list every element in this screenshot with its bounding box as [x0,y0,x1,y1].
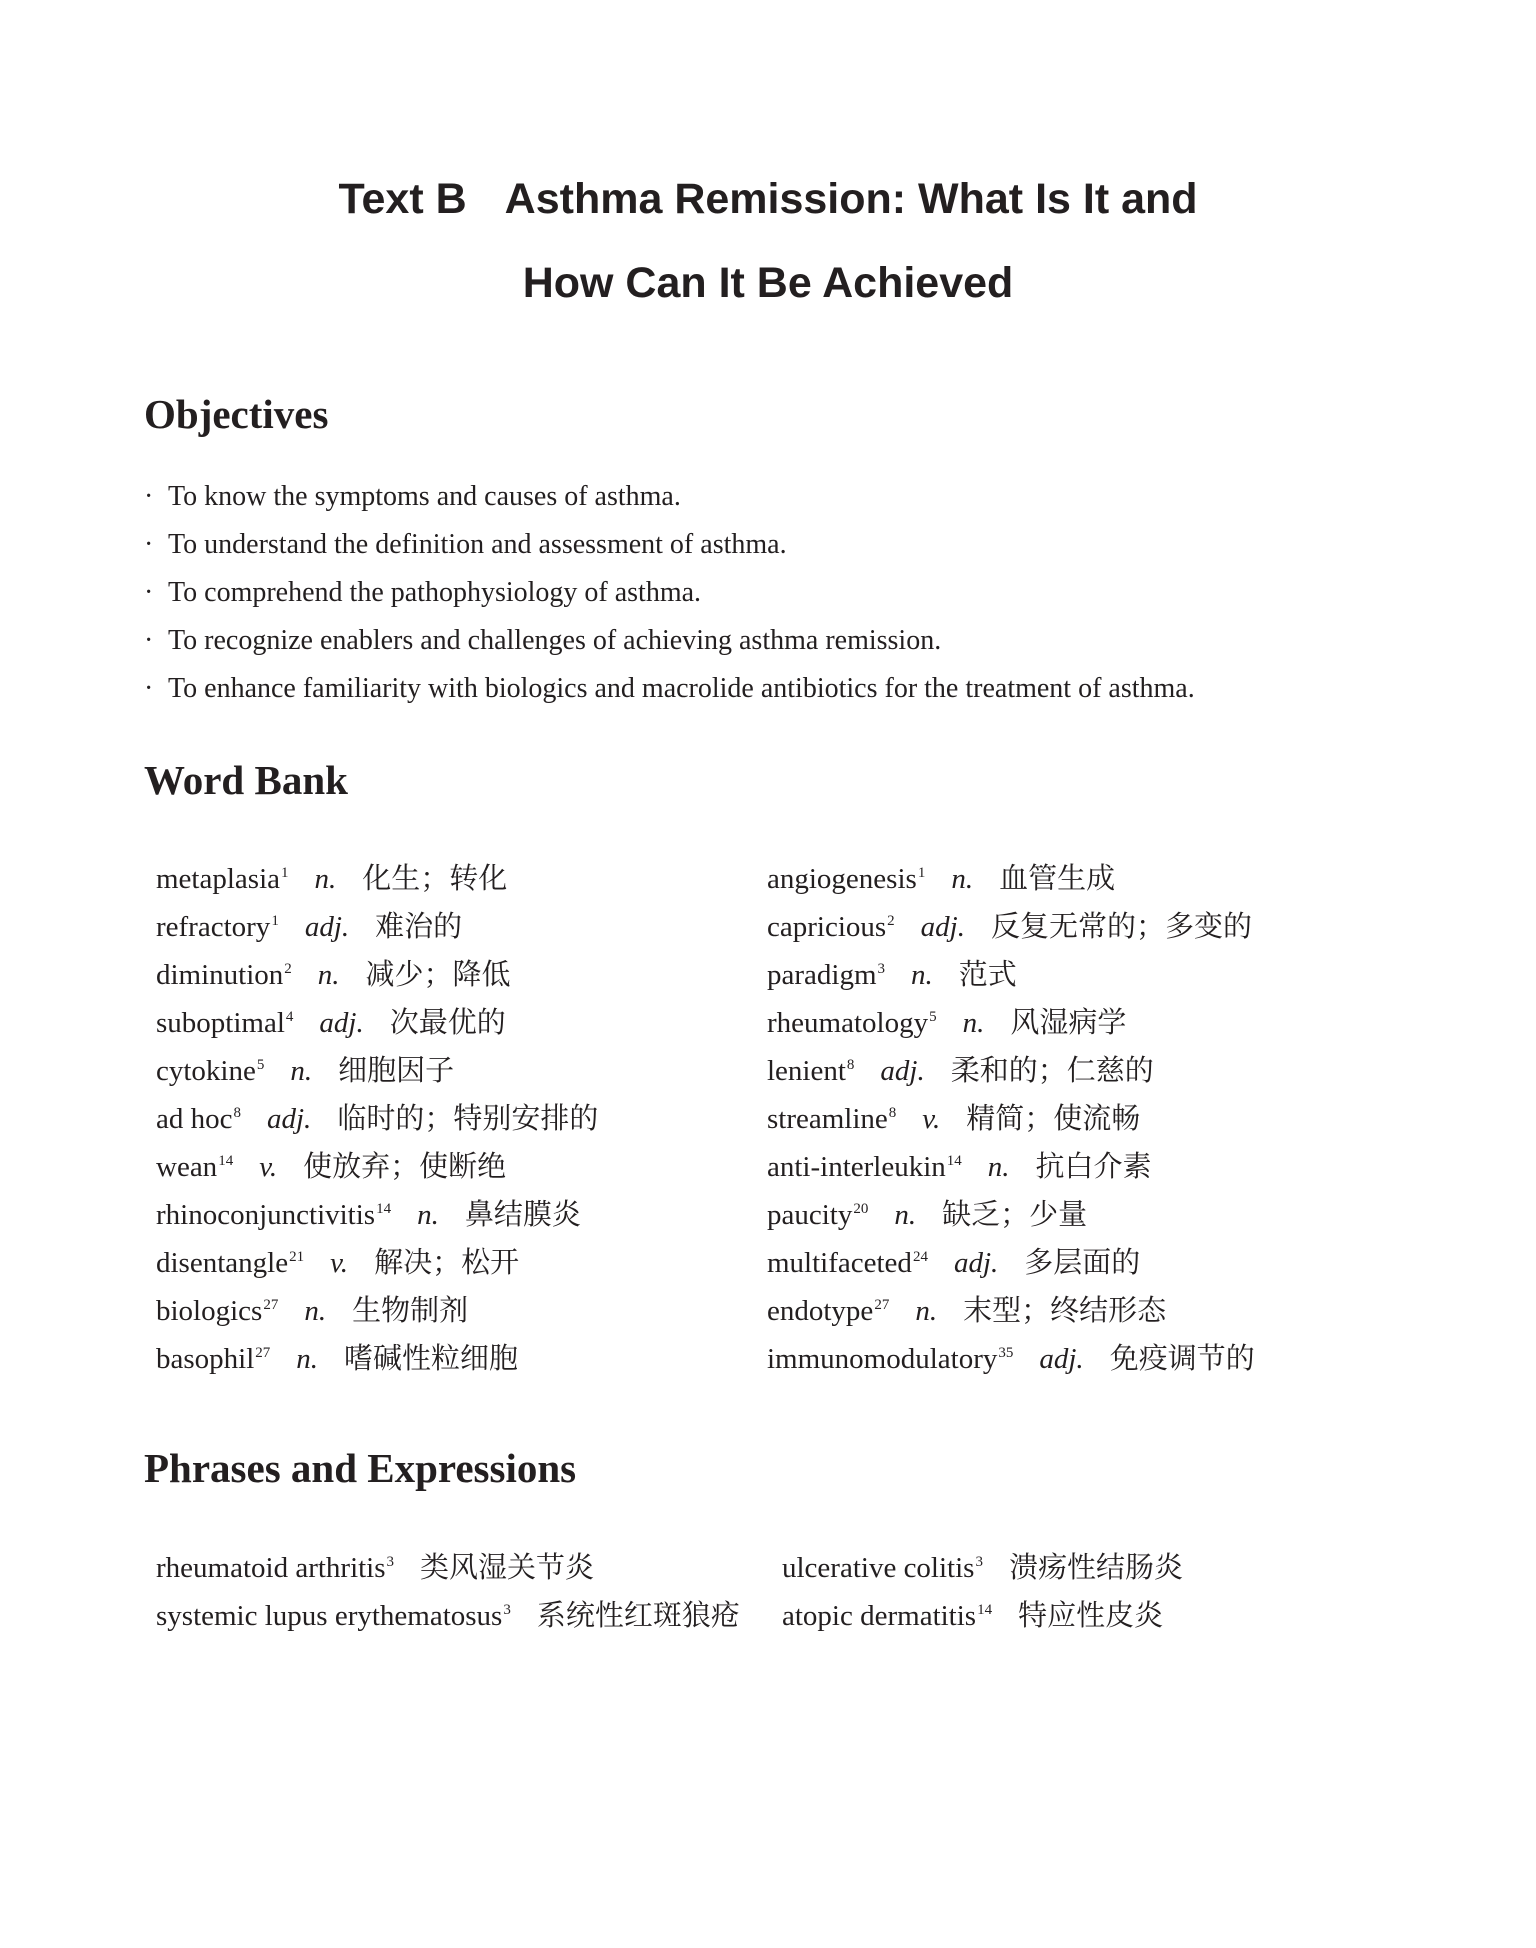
title-line-1 [0,157,1536,241]
word-term: angiogenesis [767,863,917,895]
word-term: metaplasia [156,863,281,895]
reference-number: 3 [975,1554,983,1570]
word-meaning: 缺乏；少量 [942,1199,1088,1231]
part-of-speech: adj. [953,1247,999,1279]
part-of-speech: v. [922,1103,941,1135]
objective-text: To understand the definition and assessment of asthma. [168,529,787,560]
phrase-meaning: 系统性红斑狼疮 [536,1600,740,1632]
word-entry [767,903,1255,951]
word-entry [767,1095,1255,1143]
bullet-icon: · [144,481,154,512]
bullet-icon: · [144,625,154,656]
word-meaning: 多层面的 [1024,1247,1141,1279]
word-entry [156,1191,598,1239]
word-entry [156,1239,598,1287]
bullet-icon: · [144,529,154,560]
part-of-speech: n. [317,959,340,991]
word-entry [767,1143,1255,1191]
word-term: refractory [156,911,271,943]
word-bank-heading: Word Bank [144,757,348,803]
word-meaning: 风湿病学 [1010,1007,1127,1039]
reference-number: 14 [977,1602,993,1618]
word-entry [156,1095,598,1143]
word-meaning: 嗜碱性粒细胞 [344,1343,519,1375]
part-of-speech: adj. [304,911,350,943]
reference-number: 1 [271,913,279,929]
phrase-term: rheumatoid arthritis [156,1552,386,1584]
phrases-right-column [782,1544,1183,1640]
word-meaning: 免疫调节的 [1109,1343,1255,1375]
word-entry [156,903,598,951]
part-of-speech: n. [296,1343,319,1375]
word-entry [156,1335,598,1383]
word-term: biologics [156,1295,263,1327]
part-of-speech: n. [962,1007,985,1039]
objective-text: To recognize enablers and challenges of achieving asthma remission. [168,625,942,656]
objectives-list [144,473,1195,713]
word-meaning: 范式 [958,959,1017,991]
phrase-meaning: 特应性皮炎 [1018,1600,1164,1632]
part-of-speech: n. [314,863,337,895]
reference-number: 5 [256,1057,265,1073]
reference-number: 5 [929,1009,937,1025]
word-term: paucity [767,1199,853,1231]
part-of-speech: n. [915,1295,938,1327]
word-meaning: 难治的 [375,911,463,943]
objective-item [144,665,1195,713]
objective-text: To comprehend the pathophysiology of asthma. [168,577,702,608]
page-title [0,157,1536,325]
word-term: endotype [767,1295,874,1327]
reference-number: 8 [846,1057,855,1073]
word-term: immunomodulatory [767,1343,998,1375]
reference-number: 24 [912,1249,928,1265]
reference-number: 8 [233,1105,241,1121]
word-term: lenient [767,1055,846,1087]
objectives-heading: Objectives [144,391,329,437]
word-meaning: 抗白介素 [1035,1151,1152,1183]
word-term: basophil [156,1343,255,1375]
reference-number: 14 [946,1153,962,1169]
phrase-entry [782,1544,1183,1592]
word-meaning: 次最优的 [389,1007,506,1039]
reference-number: 1 [917,865,926,881]
part-of-speech: v. [330,1247,349,1279]
objective-item [144,569,1195,617]
word-meaning: 反复无常的；多变的 [990,911,1252,943]
word-entry [767,999,1255,1047]
phrase-term: atopic dermatitis [782,1600,977,1632]
word-meaning: 精简；使流畅 [966,1103,1141,1135]
title-line-2: How Can It Be Achieved [522,258,1014,307]
reference-number: 2 [887,913,895,929]
word-entry [767,951,1255,999]
reference-number: 4 [285,1009,294,1025]
objective-text: To enhance familiarity with biologics and macrolide antibiotics for the treatment of asthma. [168,673,1195,704]
part-of-speech: adj. [920,911,965,943]
word-term: disentangle [156,1247,289,1279]
reference-number: 27 [874,1297,890,1313]
word-term: streamline [767,1103,888,1135]
part-of-speech: n. [951,863,974,895]
word-entry [767,1287,1255,1335]
phrase-meaning: 类风湿关节炎 [420,1552,595,1584]
part-of-speech: v. [259,1151,278,1183]
word-meaning: 解决；松开 [374,1247,520,1279]
phrase-term: systemic lupus erythematosus [156,1600,503,1632]
reference-number: 27 [255,1345,271,1361]
word-meaning: 末型；终结形态 [963,1295,1167,1327]
part-of-speech: n. [911,959,933,991]
word-meaning: 化生；转化 [362,863,508,895]
word-meaning: 柔和的；仁慈的 [950,1055,1154,1087]
word-entry [767,855,1255,903]
word-entry [156,1143,598,1191]
part-of-speech: n. [987,1151,1010,1183]
word-entry [156,1287,598,1335]
word-entry [767,1335,1255,1383]
bullet-icon: · [144,673,154,704]
title-main: Asthma Remission: What Is It and [504,174,1198,223]
word-term: cytokine [156,1055,256,1087]
part-of-speech: n. [290,1055,313,1087]
part-of-speech: adj. [319,1007,364,1039]
word-entry [156,951,598,999]
bullet-icon: · [144,577,154,608]
word-meaning: 使放弃；使断绝 [303,1151,507,1183]
part-of-speech: n. [417,1199,439,1231]
word-entry [767,1191,1255,1239]
part-of-speech: adj. [267,1103,312,1135]
reference-number: 20 [853,1201,869,1217]
objective-item [144,473,1195,521]
reference-number: 8 [888,1105,897,1121]
word-term: capricious [767,911,887,943]
word-term: paradigm [767,959,877,991]
phrases-left-column [156,1544,761,1640]
reference-number: 21 [289,1249,305,1265]
word-bank-right-column [767,855,1255,1383]
word-term: multifaceted [767,1247,912,1279]
objective-item [144,617,1195,665]
reference-number: 3 [503,1602,511,1618]
part-of-speech: adj. [1039,1343,1084,1375]
word-term: anti-interleukin [767,1151,946,1183]
reference-number: 3 [386,1554,395,1570]
phrase-term: ulcerative colitis [782,1552,975,1584]
word-meaning: 鼻结膜炎 [464,1199,581,1231]
word-term: ad hoc [156,1103,233,1135]
word-term: rhinoconjunctivitis [156,1199,376,1231]
reference-number: 14 [218,1153,234,1169]
phrase-entry [156,1544,761,1592]
phrase-entry [156,1592,761,1640]
word-term: wean [156,1151,218,1183]
phrase-entry [782,1592,1183,1640]
word-bank-left-column [156,855,598,1383]
part-of-speech: n. [304,1295,327,1327]
phrase-meaning: 溃疡性结肠炎 [1008,1552,1183,1584]
word-meaning: 生物制剂 [352,1295,469,1327]
word-entry [156,1047,598,1095]
part-of-speech: adj. [880,1055,925,1087]
word-entry [156,999,598,1047]
word-meaning: 细胞因子 [338,1055,455,1087]
word-term: rheumatology [767,1007,929,1039]
part-of-speech: n. [894,1199,917,1231]
word-entry [767,1239,1255,1287]
word-meaning: 减少；降低 [365,959,511,991]
word-term: suboptimal [156,1007,285,1039]
word-meaning: 临时的；特别安排的 [337,1103,599,1135]
reference-number: 35 [998,1345,1014,1361]
objective-item [144,521,1195,569]
word-entry [767,1047,1255,1095]
reference-number: 2 [284,961,292,977]
text-label: Text B [338,174,467,223]
word-entry [156,855,598,903]
word-meaning: 血管生成 [999,863,1116,895]
reference-number: 1 [281,865,289,881]
objective-text: To know the symptoms and causes of asthma. [168,481,681,512]
reference-number: 3 [877,961,886,977]
phrases-heading: Phrases and Expressions [144,1445,577,1491]
reference-number: 27 [263,1297,279,1313]
word-term: diminution [156,959,284,991]
reference-number: 14 [376,1201,392,1217]
